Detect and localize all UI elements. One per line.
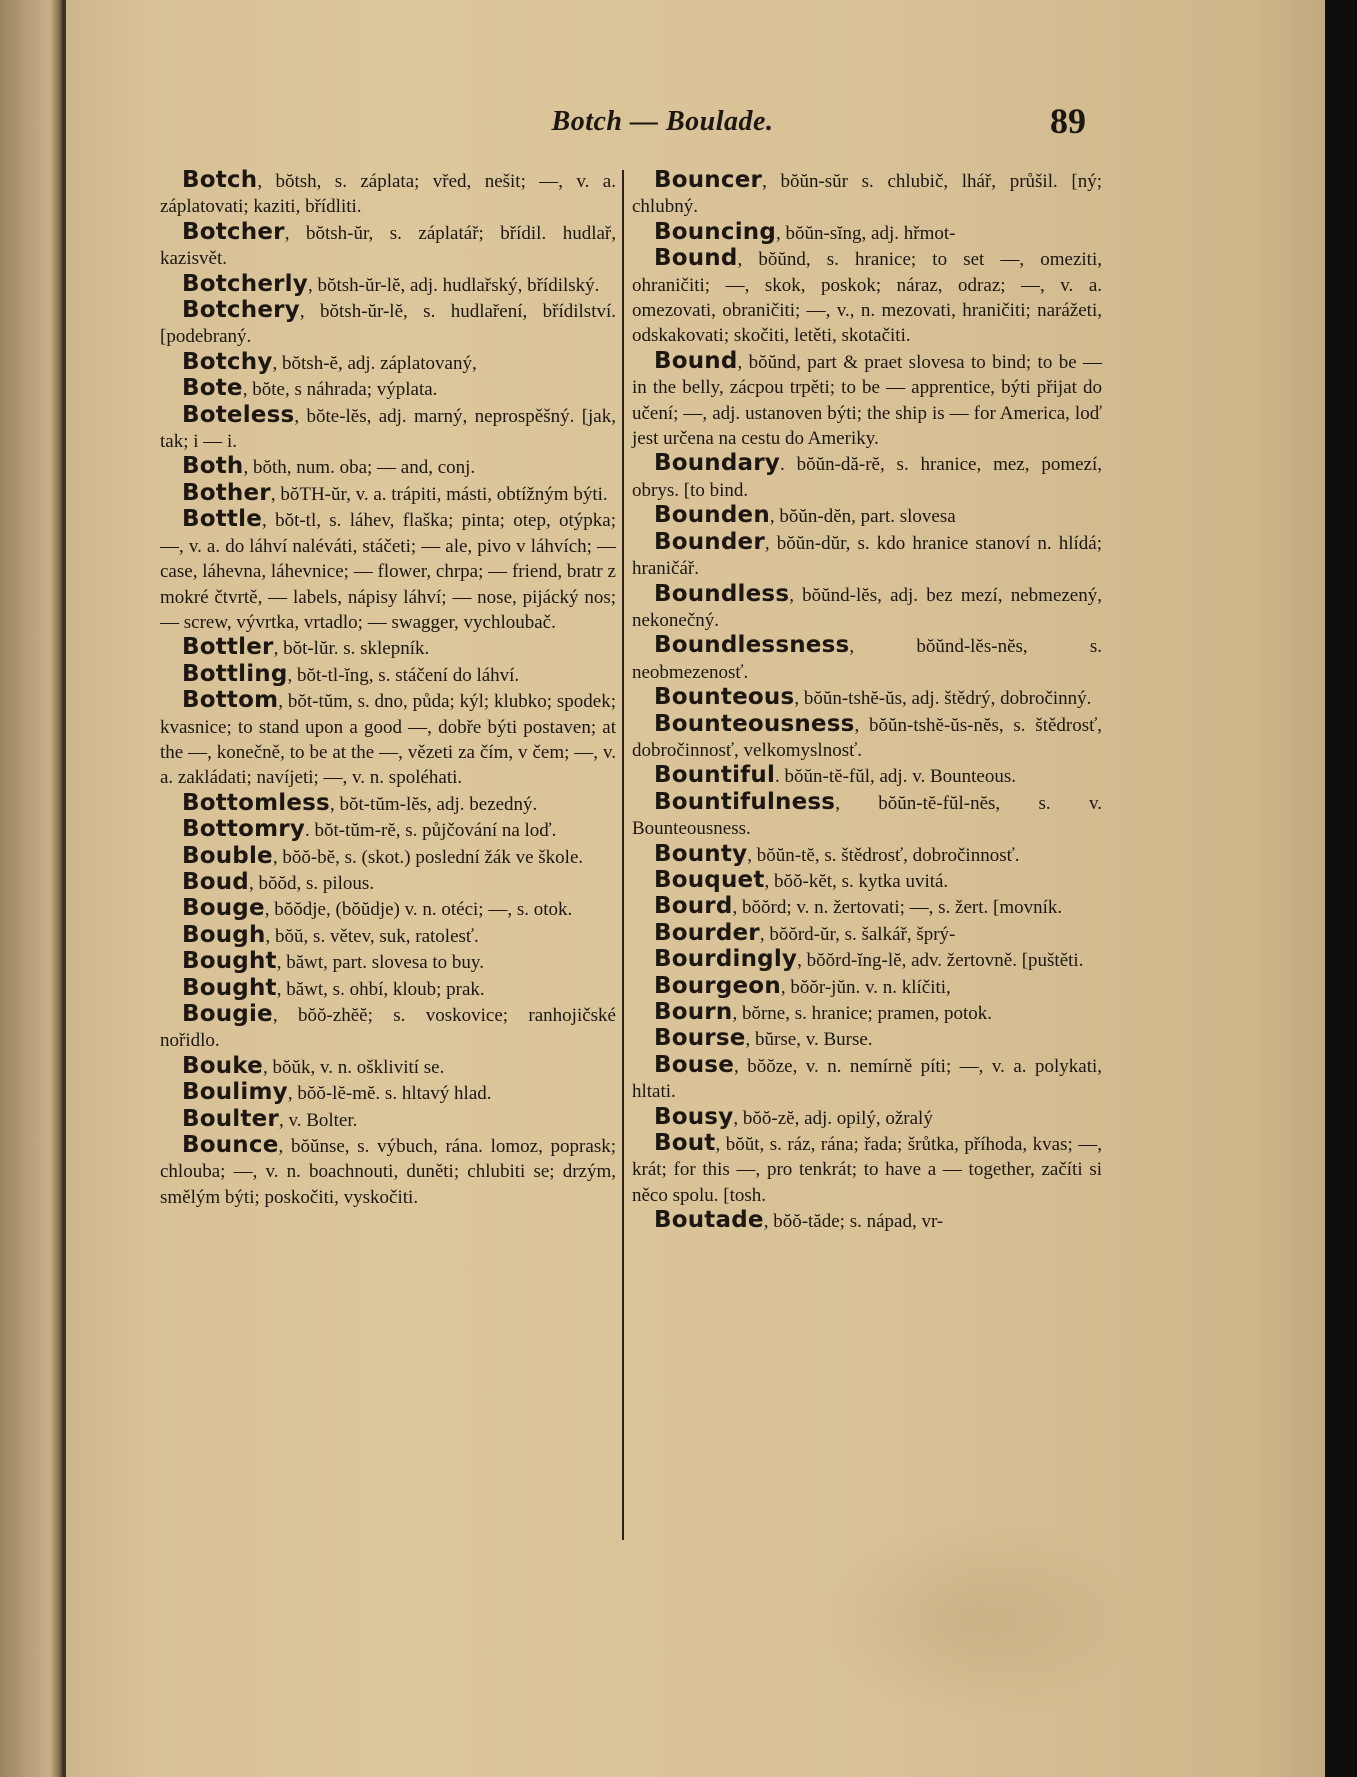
entry-headword: Boteless	[182, 401, 295, 428]
entry-headword: Bourder	[654, 919, 760, 946]
dictionary-entry	[632, 220, 1102, 246]
entry-headword: Bourd	[654, 893, 733, 920]
entry-headword: Bouse	[654, 1051, 734, 1078]
entry-definition: , bŏŭn-tshĕ-ŭs, adj. štědrý, dobročinný.	[794, 688, 1092, 710]
entry-headword: Bouge	[182, 895, 265, 922]
dictionary-entry	[632, 246, 1102, 349]
entry-headword: Botcher	[182, 218, 285, 245]
dictionary-entry	[160, 688, 616, 791]
entry-definition: , băwt, part. slovesa to buy.	[276, 952, 484, 974]
entry-headword: Boulimy	[182, 1079, 288, 1106]
entry-headword: Boulter	[182, 1105, 279, 1132]
dictionary-entry	[632, 894, 1102, 920]
dictionary-entry	[160, 350, 616, 376]
dictionary-entry	[160, 1133, 616, 1210]
dictionary-entry	[160, 662, 616, 688]
entry-headword: Bouke	[182, 1052, 263, 1079]
dictionary-entry	[160, 949, 616, 975]
dictionary-entry	[632, 530, 1102, 582]
entry-definition: , bŏŭn-sŭr s. chlubič, lhář, průšil. [ný; chlubný.	[632, 171, 1102, 218]
entry-definition: , bŏŭnd-lĕs-nĕs, s. neobmezenosť.	[632, 636, 1102, 683]
entry-definition: . bŏŭn-tĕ-fŭl, adj. v. Bounteous.	[775, 766, 1017, 788]
entry-definition: , bŏŏ-bĕ, s. (skot.) poslední žák ve škole.	[272, 846, 584, 868]
entry-definition: , bŏŏrd; v. n. žertovati; —, s. žert. [movník.	[732, 897, 1063, 919]
entry-definition: , bŏt-tŭm, s. dno, půda; kýl; klubko; spodek; kvasnice; to stand upon a good —, dobře býti postaven; at the —, konečně, to be at the —, vězeti za čím, v čem; —, v. a. zakládati; navíjeti; —, v. n. spoléhati.	[160, 691, 616, 789]
dictionary-entry	[632, 842, 1102, 868]
entry-definition: , bŏte-lĕs, adj. marný, neprospěšný. [jak, tak; i — i.	[160, 405, 616, 453]
entry-definition: , bŏt-tl, s. láhev, flaška; pinta; otep, otýpka; —, v. a. do láhví naléváti, stáčeti; — ale, pivo v láhvích; — case, láhevna, láhevnice; — flower, chrpa; — friend, bratr z mokré čtvrtě, — labels, nápisy láhví; — nose, pijácký nos; — screw, vývrtka, vrtadlo; — swagger, vychloubač.	[160, 510, 616, 633]
left-column	[160, 168, 616, 1568]
dictionary-entry	[632, 582, 1102, 634]
entry-headword: Bother	[182, 479, 271, 506]
dictionary-entry	[632, 168, 1102, 220]
dictionary-entry	[160, 376, 616, 402]
entry-definition: , bŏŭnd, s. hranice; to set —, omeziti, ohraničiti; —, skok, poskok; náraz, odraz; —, v. a. omezovati, obraničiti; —, v., n. mezovati, hraničiti; narážeti, odskakovati; skočiti, letěti, skotačiti.	[632, 249, 1102, 347]
entry-headword: Bound	[654, 245, 738, 272]
entry-headword: Boutade	[654, 1207, 764, 1234]
entry-headword: Bottler	[182, 634, 274, 661]
entry-definition: , bŏt-lŭr. s. sklepník.	[273, 638, 430, 660]
entry-headword: Bountiful	[654, 762, 776, 789]
entry-headword: Bout	[654, 1130, 716, 1157]
entry-definition: , bŏŏ-kĕt, s. kytka uvitá.	[764, 870, 949, 892]
dictionary-entry	[160, 507, 616, 635]
dictionary-entry	[632, 1053, 1102, 1105]
entry-definition: , bŏtsh-ŭr-lĕ, s. hudlaření, břídilství. [podebraný.	[160, 301, 616, 348]
dictionary-entry	[160, 976, 616, 1002]
entry-definition: , bŏrne, s. hranice; pramen, potok.	[732, 1003, 993, 1024]
dictionary-entry	[632, 503, 1102, 529]
dictionary-entry	[160, 168, 616, 220]
dictionary-entry	[632, 763, 1102, 789]
dictionary-entry	[632, 712, 1102, 764]
entry-headword: Bounty	[654, 840, 748, 867]
dictionary-entry	[632, 1208, 1102, 1234]
entry-definition: , bŏŏr-jŭn. v. n. klíčiti,	[780, 976, 951, 998]
entry-definition: , bŏŭn-dŭr, s. kdo hranice stanoví n. hlídá; hraničář.	[632, 532, 1102, 580]
entry-definition: , v. Bolter.	[278, 1109, 358, 1131]
entry-headword: Bottomless	[182, 789, 330, 816]
entry-headword: Bottomry	[182, 816, 306, 843]
entry-definition: , bŏŏrd-ŭr, s. šalkář, šprý-	[759, 923, 956, 945]
dictionary-entry	[160, 870, 616, 896]
entry-headword: Bouncer	[654, 167, 763, 193]
entry-headword: Bousy	[654, 1103, 734, 1130]
dictionary-entry	[160, 481, 616, 507]
dictionary-entry	[632, 349, 1102, 452]
dictionary-entry	[160, 220, 616, 272]
dictionary-entry	[160, 272, 616, 298]
entry-definition: , bŏŭk, v. n. ošklivití se.	[262, 1056, 445, 1078]
entry-headword: Bottom	[182, 687, 279, 714]
entry-headword: Both	[182, 453, 244, 480]
entry-headword: Bote	[182, 375, 243, 402]
entry-definition: , bŏŏze, v. n. nemírně píti; —, v. a. polykati, hltati.	[632, 1055, 1102, 1103]
entry-definition: , bŏTH-ŭr, v. a. trápiti, másti, obtížným býti.	[270, 483, 608, 505]
entry-headword: Bought	[182, 974, 277, 1001]
entry-definition: , bŏte, s náhrada; výplata.	[242, 379, 438, 401]
entry-definition: . bŏŭn-dă-rĕ, s. hranice, mez, pomezí, obrys. [to bind.	[632, 454, 1102, 501]
dictionary-entry	[160, 635, 616, 661]
entry-definition: , bŏŭ, s. větev, suk, ratolesť.	[265, 925, 479, 947]
dictionary-entry	[632, 1131, 1102, 1208]
entry-definition: . bŏt-tŭm-rĕ, s. půjčování na loď.	[305, 820, 557, 842]
entry-headword: Bounder	[654, 528, 765, 555]
dictionary-entry	[160, 454, 616, 480]
entry-headword: Bourdingly	[654, 946, 798, 973]
entry-definition: , bŏŭn-tshĕ-ŭs-nĕs, s. štědrosť, dobročinnosť, velkomyslnosť.	[632, 714, 1102, 761]
entry-definition: , bŏŏ-zhĕĕ; s. voskovice; ranhojičské nořidlo.	[160, 1005, 616, 1052]
dictionary-entry	[632, 921, 1102, 947]
entry-definition: , bŏtsh-ĕ, adj. záplatovaný,	[272, 352, 477, 374]
entry-definition: , bŏŏ-lĕ-mĕ. s. hltavý hlad.	[287, 1083, 492, 1105]
entry-headword: Bouncing	[654, 218, 777, 245]
entry-definition: , bŏŏ-tăde; s. nápad, vr-	[763, 1211, 944, 1233]
dictionary-entry	[160, 923, 616, 949]
dictionary-entry	[632, 451, 1102, 503]
gutter-edge	[62, 0, 66, 1777]
entry-definition: , bŏth, num. oba; — and, conj.	[243, 457, 476, 479]
entry-definition: , bŏŏd, s. pilous.	[248, 872, 375, 894]
entry-headword: Bough	[182, 921, 266, 948]
dictionary-entry	[160, 896, 616, 922]
running-header: Botch — Boulade.	[551, 106, 774, 137]
entry-definition: , bŏŭn-tĕ, s. štědrosť, dobročinnosť.	[747, 844, 1020, 866]
entry-headword: Bottle	[182, 506, 263, 533]
dictionary-entry	[632, 633, 1102, 685]
entry-definition: , băwt, s. ohbí, kloub; prak.	[276, 978, 485, 1000]
dictionary-entry	[632, 1105, 1102, 1131]
entry-definition: , bŏŭnd, part & praet slovesa to bind; to be — in the belly, zácpou trpěti; to be — apprentice, býti přijat do učení; —, adj. ustanoven býti; the ship is — for America, loď jest určena na cestu do Ameriky.	[632, 351, 1102, 450]
entry-definition: , bŏŭnse, s. výbuch, rána. lomoz, poprask; chlouba; —, v. n. boachnouti, duněti; chlubiti se; drzým, smělým býti; poskočiti, vyskočiti.	[160, 1136, 616, 1208]
entry-headword: Bounden	[654, 502, 770, 529]
entry-headword: Bourgeon	[654, 972, 781, 999]
dictionary-entry	[632, 1026, 1102, 1052]
entry-headword: Bounce	[182, 1132, 279, 1159]
dictionary-entry	[160, 1107, 616, 1133]
dictionary-entry	[160, 1002, 616, 1054]
entry-headword: Bought	[182, 948, 277, 975]
entry-headword: Botchery	[182, 297, 300, 324]
right-column	[632, 168, 1102, 1568]
dictionary-entry	[632, 947, 1102, 973]
entry-definition: , bŏtsh, s. záplata; vřed, nešit; —, v. a. záplatovati; kaziti, břídliti.	[160, 171, 616, 218]
dictionary-entry	[632, 790, 1102, 842]
book-gutter	[0, 0, 66, 1777]
entry-headword: Bottling	[182, 660, 288, 687]
entry-headword: Bounteous	[654, 684, 795, 711]
entry-headword: Bourn	[654, 999, 733, 1025]
entry-headword: Botch	[182, 167, 258, 193]
column-rule	[622, 170, 624, 1540]
entry-definition: , bŏt-tŭm-lĕs, adj. bezedný.	[329, 793, 538, 815]
entry-headword: Botchy	[182, 348, 273, 375]
entry-definition: , bŏŭnd-lĕs, adj. bez mezí, nebmezený, nekonečný.	[632, 584, 1102, 631]
dictionary-entry	[160, 1054, 616, 1080]
page-number: 89	[1050, 101, 1086, 141]
entry-definition: , bŏŏ-zĕ, adj. opilý, ožralý	[733, 1107, 933, 1129]
entry-headword: Boud	[182, 868, 249, 895]
entry-headword: Bouquet	[654, 866, 765, 893]
dictionary-entry	[160, 1080, 616, 1106]
entry-headword: Bouble	[182, 842, 273, 869]
dictionary-entry	[160, 298, 616, 350]
entry-definition: , bŏtsh-ŭr-lĕ, adj. hudlařský, břídilský.	[307, 274, 600, 296]
entry-headword: Bound	[654, 347, 738, 374]
entry-definition: , bŏt-tl-ĭng, s. stáčení do láhví.	[287, 664, 520, 686]
dictionary-entry	[160, 791, 616, 817]
dictionary-entry	[632, 868, 1102, 894]
entry-definition: , bŏŏrd-ĭng-lĕ, adv. žertovně. [puštěti.	[797, 950, 1084, 972]
entry-headword: Bountifulness	[654, 788, 836, 815]
dictionary-entry	[632, 1000, 1102, 1026]
entry-headword: Bougie	[182, 1001, 273, 1027]
entry-headword: Bounteousness	[654, 710, 855, 737]
entry-headword: Bourse	[654, 1025, 746, 1052]
dictionary-entry	[160, 403, 616, 455]
entry-definition: , bŭrse, v. Burse.	[745, 1029, 873, 1051]
entry-definition: , bŏŭn-tĕ-fŭl-nĕs, s. v. Bounteousness.	[632, 792, 1102, 840]
dictionary-entry	[632, 685, 1102, 711]
entry-headword: Boundlessness	[654, 632, 850, 659]
entry-definition: , bŏŭn-sĭng, adj. hřmot-	[776, 222, 956, 244]
entry-definition: , bŏŭt, s. ráz, rána; řada; šrůtka, příhoda, kvas; —, krát; for this —, pro tenkrát; to have a — together, začíti si něco spolu. [tosh.	[632, 1134, 1102, 1206]
entry-headword: Boundary	[654, 450, 780, 477]
dictionary-entry	[632, 974, 1102, 1000]
entry-definition: , bŏŭn-dĕn, part. slovesa	[769, 506, 956, 528]
entry-headword: Botcherly	[182, 270, 308, 297]
entry-definition: , bŏŏdje, (bŏŭdje) v. n. otéci; —, s. otok.	[264, 899, 573, 921]
entry-headword: Boundless	[654, 580, 790, 607]
dictionary-entry	[160, 817, 616, 843]
dictionary-entry	[160, 844, 616, 870]
entry-definition: , bŏtsh-ŭr, s. záplatář; břídil. hudlař, kazisvět.	[160, 222, 616, 270]
